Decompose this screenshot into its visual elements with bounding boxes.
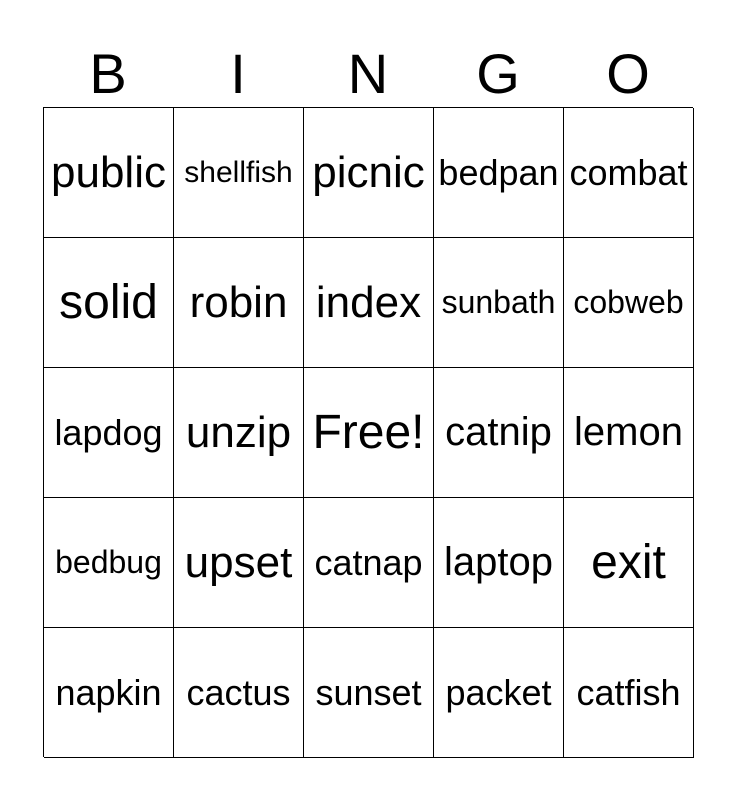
bingo-cell[interactable]: upset xyxy=(174,498,304,628)
bingo-cell[interactable]: bedpan xyxy=(434,108,564,238)
bingo-cell[interactable]: shellfish xyxy=(174,108,304,238)
bingo-cell[interactable]: sunset xyxy=(304,628,434,758)
bingo-cell[interactable]: packet xyxy=(434,628,564,758)
bingo-cell[interactable]: public xyxy=(44,108,174,238)
bingo-header xyxy=(43,40,693,108)
bingo-cell[interactable]: exit xyxy=(564,498,694,628)
bingo-cell[interactable]: laptop xyxy=(434,498,564,628)
bingo-cell[interactable]: catnap xyxy=(304,498,434,628)
bingo-cell[interactable]: lapdog xyxy=(44,368,174,498)
free-space-cell[interactable]: Free! xyxy=(304,368,434,498)
bingo-card-grid xyxy=(43,107,693,757)
bingo-cell[interactable]: napkin xyxy=(44,628,174,758)
bingo-cell[interactable]: unzip xyxy=(174,368,304,498)
bingo-cell[interactable]: catfish xyxy=(564,628,694,758)
header-letter-n: N xyxy=(347,42,389,105)
bingo-cell[interactable]: sunbath xyxy=(434,238,564,368)
bingo-cell[interactable]: solid xyxy=(44,238,174,368)
bingo-cell[interactable]: picnic xyxy=(304,108,434,238)
bingo-cell[interactable]: bedbug xyxy=(44,498,174,628)
bingo-cell[interactable]: combat xyxy=(564,108,694,238)
bingo-cell[interactable]: lemon xyxy=(564,368,694,498)
bingo-cell[interactable]: catnip xyxy=(434,368,564,498)
bingo-cell[interactable]: cactus xyxy=(174,628,304,758)
bingo-cell[interactable]: cobweb xyxy=(564,238,694,368)
header-letter-o: O xyxy=(606,42,650,105)
bingo-cell[interactable]: index xyxy=(304,238,434,368)
header-letter-b: B xyxy=(89,42,127,105)
header-letter-g: G xyxy=(476,42,520,105)
header-letter-i: I xyxy=(230,42,246,105)
bingo-cell[interactable]: robin xyxy=(174,238,304,368)
